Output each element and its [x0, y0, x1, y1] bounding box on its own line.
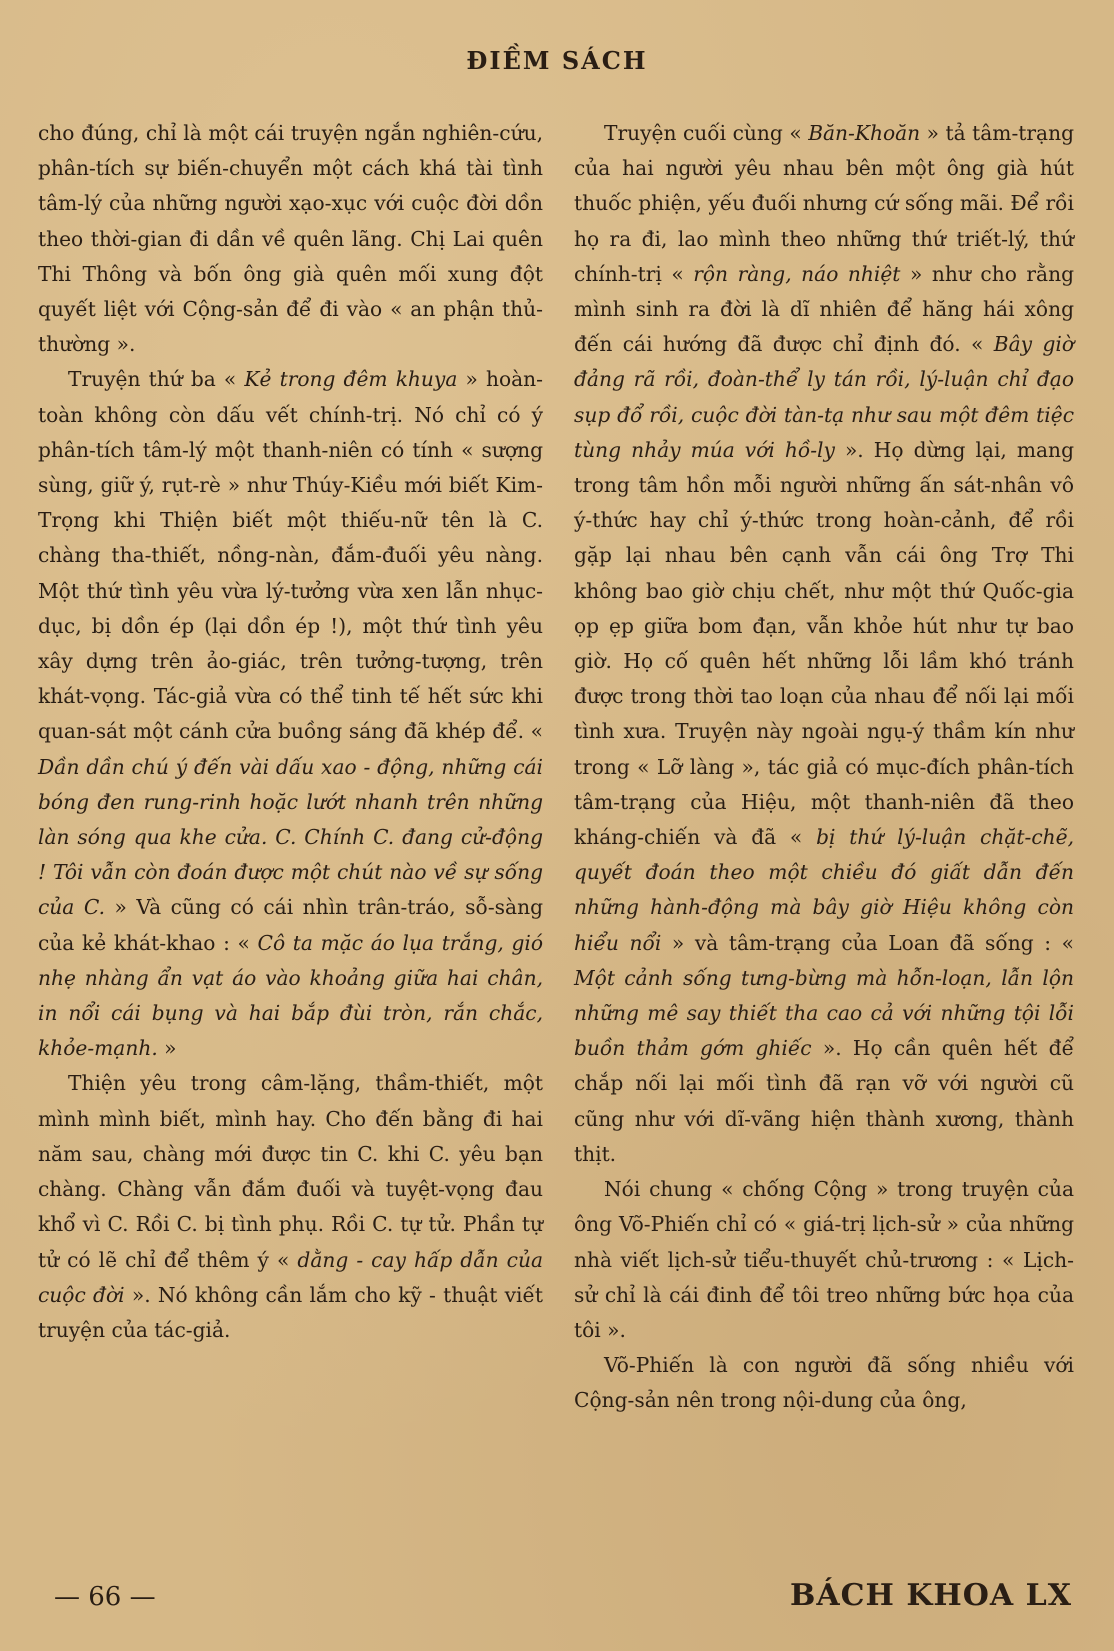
journal-name: BÁCH KHOA LX: [790, 1578, 1072, 1613]
story-title: Kẻ trong đêm khuya: [244, 367, 458, 392]
quotation: Dần dần chú ý đến vài dấu xao - động, những cái bóng đen rung-rinh hoặc lướt nhanh trên những làn sóng qua khe cửa. C. Chính C. đang cử-động ! Tôi vẫn còn đoán được một chút nào về sự sống của C.: [38, 754, 543, 920]
page-number: — 66 —: [54, 1582, 156, 1612]
quotation: Một cảnh sống tưng-bừng mà hỗn-loạn, lẫn lộn những mê say thiết tha cao cả với những tội lỗi buồn thảm gớm ghiếc: [574, 965, 1074, 1061]
quotation: Cô ta mặc áo lụa trắng, gió nhẹ nhàng ẩn vạt áo vào khoảng giữa hai chân, in nổi cái bụng và hai bắp đùi tròn, rắn chắc, khỏe-mạnh.: [38, 930, 544, 1061]
quotation: dằng - cay hấp dẫn của cuộc đời: [38, 1247, 543, 1307]
left-column: [38, 116, 543, 1348]
paragraph: Thiện yêu trong câm-lặng, thầm-thiết, một mình mình biết, mình hay. Cho đến bằng đi hai năm sau, chàng mới được tin C. khi C. yêu bạn chàng. Chàng vẫn đắm đuối và tuyệt-vọng đau khổ vì C. Rồi C. bị tình phụ. Rồi C. tự tử. Phần tự tử có lẽ chỉ để thêm ý « dằng - cay hấp dẫn của cuộc đời ». Nó không cần lắm cho kỹ - thuật viết truyện của tác-giả.: [38, 1071, 544, 1342]
right-column: [574, 116, 1074, 1419]
paragraph: Võ-Phiến là con người đã sống nhiều với Cộng-sản nên trong nội-dung của ông,: [574, 1353, 1074, 1413]
paragraph: Truyện cuối cùng « Băn-Khoăn » tả tâm-trạng của hai người yêu nhau bên một ông già hút thuốc phiện, yếu đuối nhưng cứ sống mãi. Để rồi họ ra đi, lao mình theo những thứ triết-lý, thứ chính-trị « rộn ràng, náo nhiệt » như cho rằng mình sinh ra đời là dĩ nhiên để hăng hái xông đến cái hướng đã được chỉ định đó. « Bây giờ đảng rã rồi, đoàn-thể ly tán rồi, lý-luận chỉ đạo sụp đổ rồi, cuộc đời tàn-tạ như sau một đêm tiệc tùng nhảy múa với hồ-ly ». Họ dừng lại, mang trong tâm hồn mỗi người những ấn sát-nhân vô ý-thức hay chỉ ý-thức trong hoàn-cảnh, để rồi gặp lại nhau bên cạnh vẫn cái ông Trợ Thi không bao giờ chịu chết, như một thứ Quốc-gia ọp ẹp giữa bom đạn, vẫn khỏe hút như tự bao giờ. Họ cố quên hết những lỗi lầm khó tránh được trong thời tao loạn của nhau để nối lại mối tình xưa. Truyện này ngoài ngụ-ý thầm kín như trong « Lỡ làng », tác giả có mục-đích phân-tích tâm-trạng của Hiệu, một thanh-niên đã theo kháng-chiến và đã « bị thứ lý-luận chặt-chẽ, quyết đoán theo một chiều đó giất dẫn đến những hành-động mà bây giờ Hiệu không còn hiểu nổi » và tâm-trạng của Loan đã sống : « Một cảnh sống tưng-bừng mà hỗn-loạn, lẫn lộn những mê say thiết tha cao cả với những tội lỗi buồn thảm gớm ghiếc ». Họ cần quên hết để chắp nối lại mối tình đã rạn vỡ với người cũ cũng như với dĩ-vãng hiện thành xương, thành thịt.: [574, 121, 1075, 1166]
story-title: Băn-Khoăn: [808, 121, 921, 145]
quotation: bị thứ lý-luận chặt-chẽ, quyết đoán theo một chiều đó giất dẫn đến những hành-động mà bây giờ Hiệu không còn hiểu nổi: [574, 825, 1075, 955]
paragraph: Nói chung « chống Cộng » trong truyện của ông Võ-Phiến chỉ có « giá-trị lịch-sử » của những nhà viết lịch-sử tiểu-thuyết chủ-trương : « Lịch-sử chỉ là cái đinh để tôi treo những bức họa của tôi ».: [574, 1177, 1074, 1342]
paragraph: cho đúng, chỉ là một cái truyện ngắn nghiên-cứu, phân-tích sự biến-chuyển một cách khá tài tình tâm-lý của những người xạo-xục với cuộc đời dồn theo thời-gian đi dần về quên lãng. Chị Lai quên Thi Thông và bốn ông già quên mối xung đột quyết liệt với Cộng-sản để đi vào « an phận thủ-thường ».: [38, 121, 543, 357]
page-header: ĐIỀM SÁCH: [466, 46, 648, 75]
quotation: rộn ràng, náo nhiệt: [693, 261, 901, 286]
paragraph: Truyện thứ ba « Kẻ trong đêm khuya » hoàn-toàn không còn dấu vết chính-trị. Nó chỉ có ý phân-tích tâm-lý một thanh-niên có tính « sượng sùng, giữ ý, rụt-rè » như Thúy-Kiều mới biết Kim-Trọng khi Thiện biết một thiếu-nữ tên là C. chàng tha-thiết, nồng-nàn, đắm-đuối yêu nàng. Một thứ tình yêu vừa lý-tưởng vừa xen lẫn nhục-dục, bị dồn ép (lại dồn ép !), một thứ tình yêu xây dựng trên ảo-giác, trên tưởng-tượng, trên khát-vọng. Tác-giả vừa có thể tinh tế hết sức khi quan-sát một cánh cửa buồng sáng đã khép để. « Dần dần chú ý đến vài dấu xao - động, những cái bóng đen rung-rinh hoặc lướt nhanh trên những làn sóng qua khe cửa. C. Chính C. đang cử-động ! Tôi vẫn còn đoán được một chút nào về sự sống của C. » Và cũng có cái nhìn trân-tráo, sỗ-sàng của kẻ khát-khao : « Cô ta mặc áo lụa trắng, gió nhẹ nhàng ẩn vạt áo vào khoảng giữa hai chân, in nổi cái bụng và hai bắp đùi tròn, rắn chắc, khỏe-mạnh. »: [38, 367, 544, 1061]
quotation: Bây giờ đảng rã rồi, đoàn-thể ly tán rồi, lý-luận chỉ đạo sụp đổ rồi, cuộc đời tàn-tạ như sau một đêm tiệc tùng nhảy múa với hồ-ly: [574, 332, 1074, 462]
